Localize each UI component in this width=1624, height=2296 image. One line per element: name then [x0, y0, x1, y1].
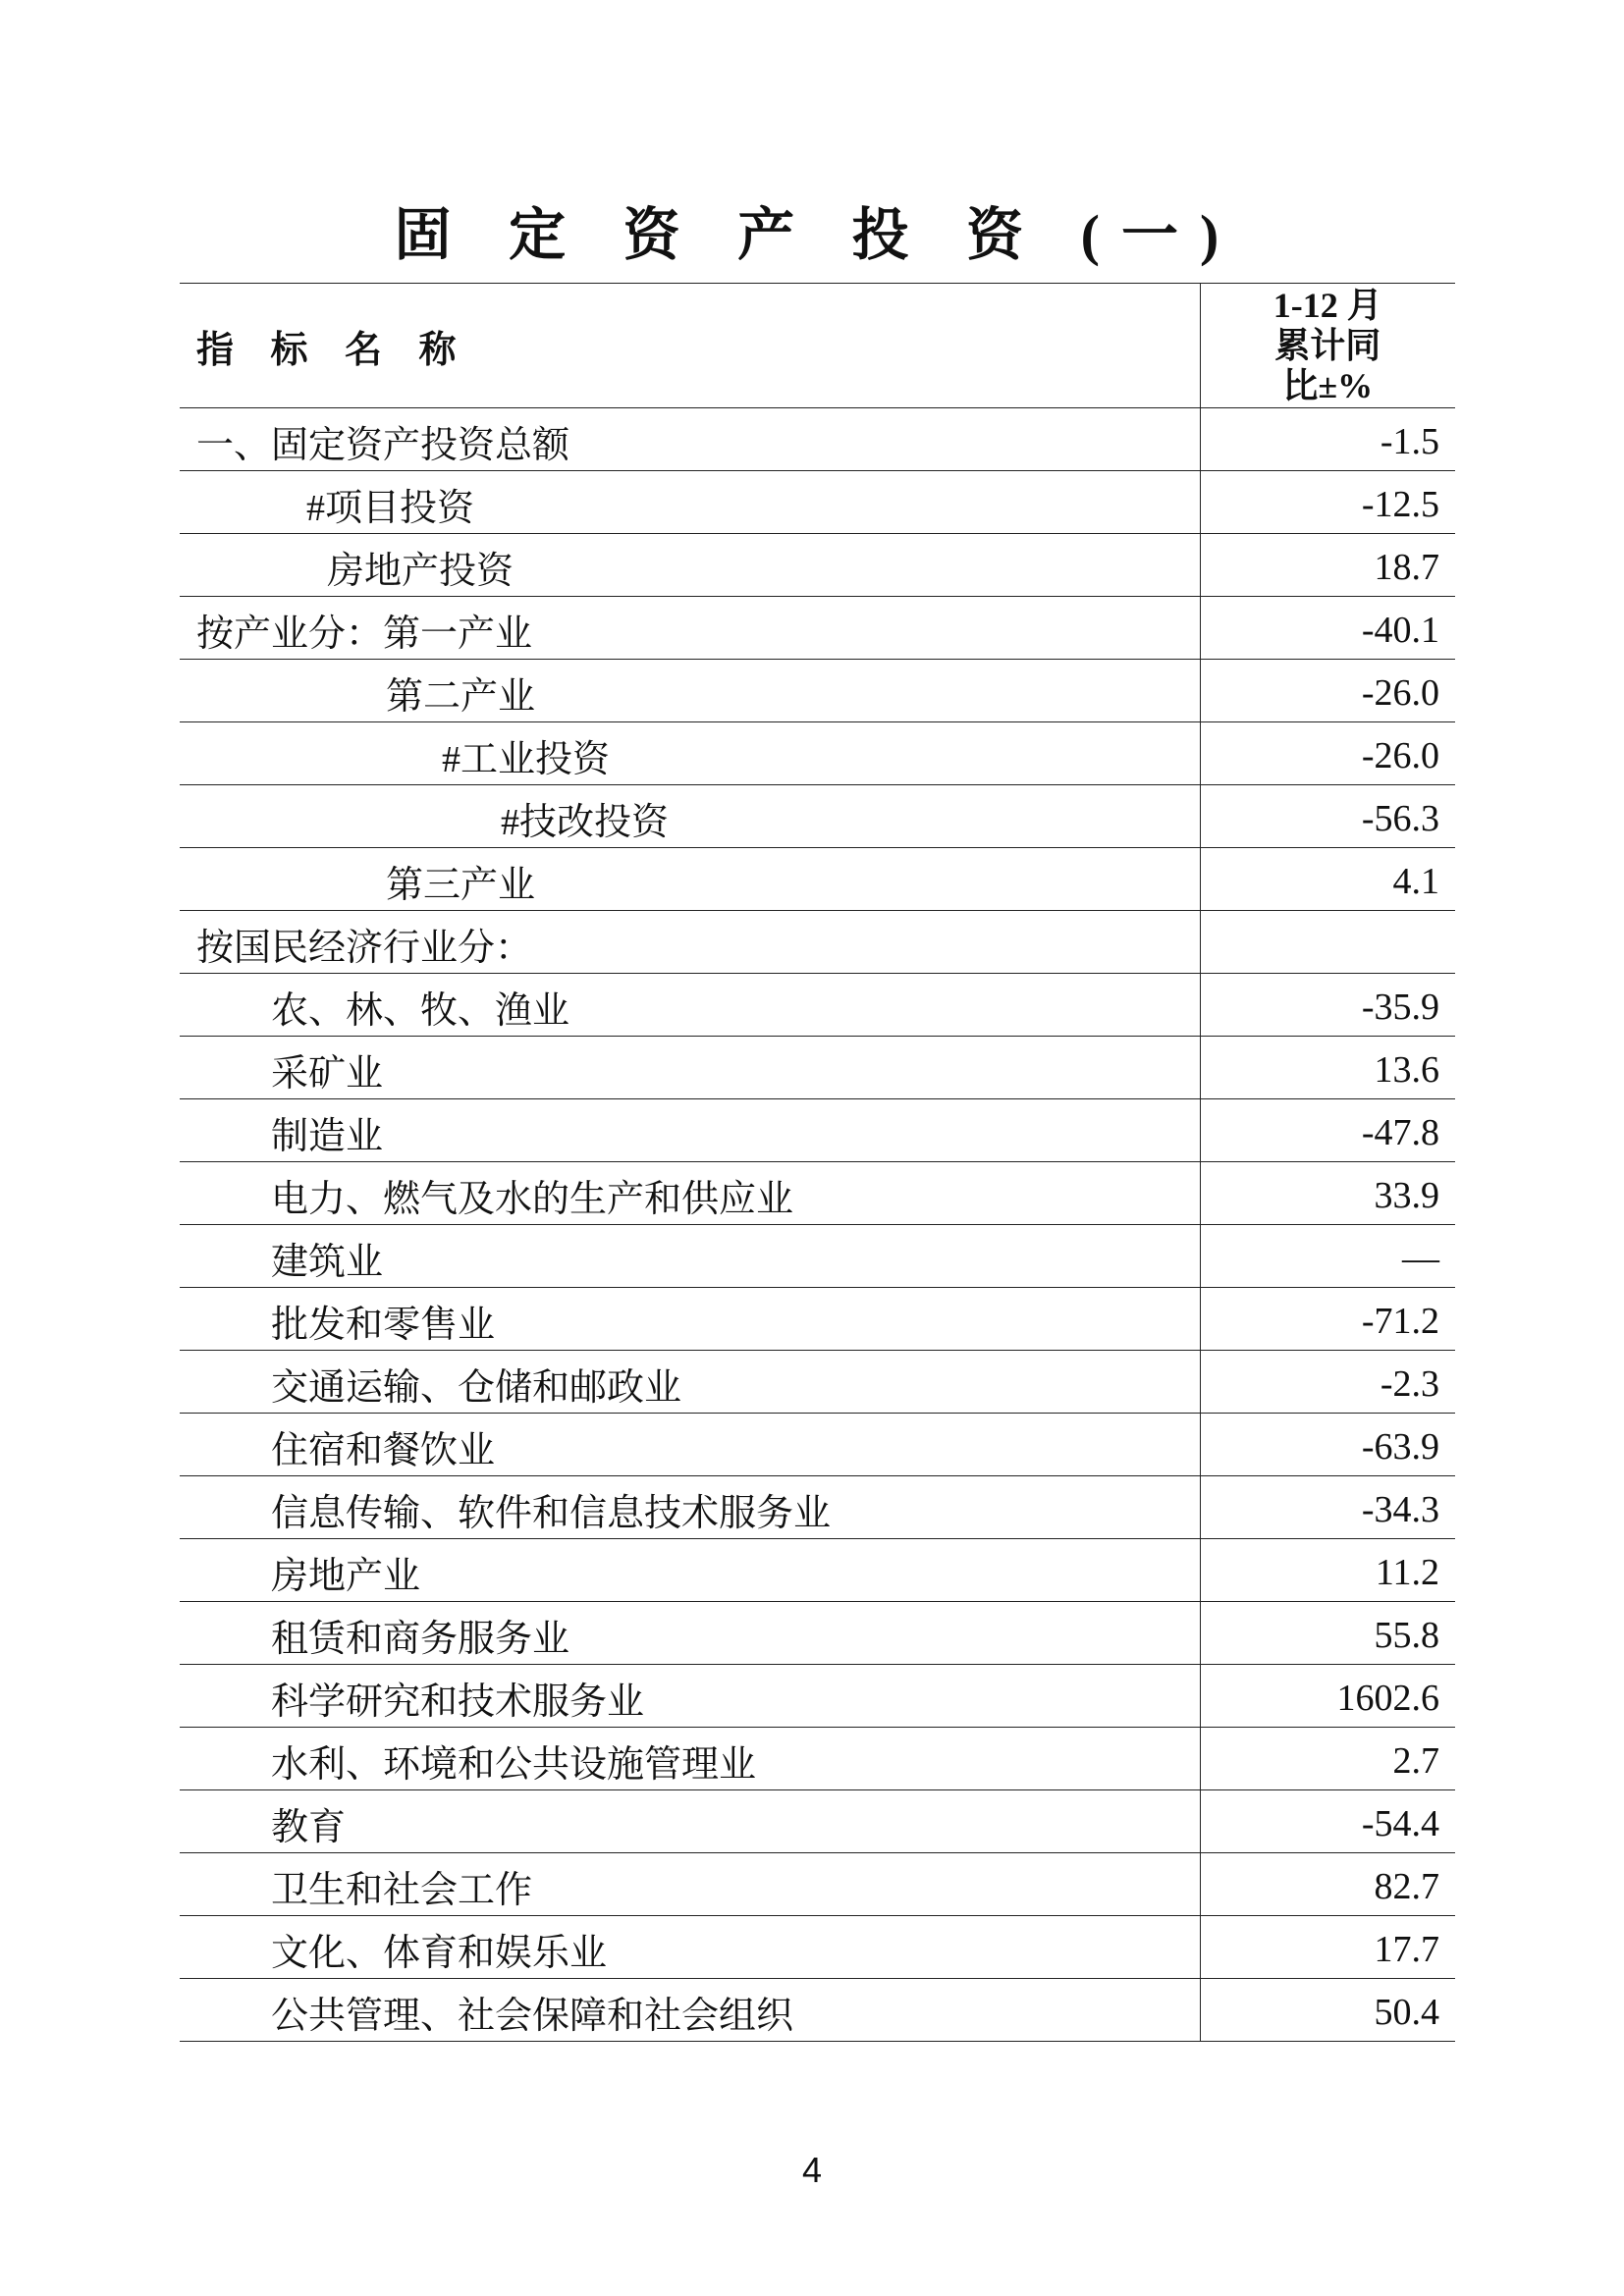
- table-row: [180, 1916, 1455, 1979]
- row-yoy-value: -40.1: [1200, 597, 1455, 660]
- table-row: [180, 1037, 1455, 1099]
- table-row: [180, 471, 1455, 534]
- row-indicator-name: 建筑业: [180, 1225, 1200, 1288]
- table-row: [180, 1476, 1455, 1539]
- row-yoy-value: 50.4: [1200, 1979, 1455, 2042]
- row-indicator-name: 制造业: [180, 1099, 1200, 1162]
- table-row: [180, 1539, 1455, 1602]
- row-yoy-value: 18.7: [1200, 534, 1455, 597]
- row-indicator-name: 信息传输、软件和信息技术服务业: [180, 1476, 1200, 1539]
- row-indicator-name: 交通运输、仓储和邮政业: [180, 1351, 1200, 1414]
- row-indicator-name: 第三产业: [180, 848, 1200, 911]
- row-indicator-name: 水利、环境和公共设施管理业: [180, 1728, 1200, 1790]
- row-yoy-value: —: [1200, 1225, 1455, 1288]
- row-yoy-value: -26.0: [1200, 660, 1455, 722]
- row-yoy-value: 82.7: [1200, 1853, 1455, 1916]
- row-yoy-value: -54.4: [1200, 1790, 1455, 1853]
- row-yoy-value: -56.3: [1200, 785, 1455, 848]
- table-body: [180, 408, 1455, 2042]
- table-row: [180, 534, 1455, 597]
- row-indicator-name: 房地产业: [180, 1539, 1200, 1602]
- table-row: [180, 1728, 1455, 1790]
- yoy-change-header: [1200, 284, 1455, 408]
- page-number: 4: [801, 2150, 823, 2190]
- yoy-header-line-cumulative: 累计同: [1274, 325, 1381, 365]
- row-yoy-value: -35.9: [1200, 974, 1455, 1037]
- row-indicator-name: 农、林、牧、渔业: [180, 974, 1200, 1037]
- row-indicator-name: #工业投资: [180, 722, 1200, 785]
- row-indicator-name: 一、固定资产投资总额: [180, 408, 1200, 471]
- table-row: [180, 1790, 1455, 1853]
- table-row: [180, 1414, 1455, 1476]
- table-row: [180, 660, 1455, 722]
- row-indicator-name: 按国民经济行业分：: [180, 911, 1200, 974]
- table-row: [180, 785, 1455, 848]
- row-indicator-name: 住宿和餐饮业: [180, 1414, 1200, 1476]
- row-yoy-value: 4.1: [1200, 848, 1455, 911]
- row-yoy-value: 33.9: [1200, 1162, 1455, 1225]
- row-yoy-value: 2.7: [1200, 1728, 1455, 1790]
- page-title: 固 定 资 产 投 资 (一): [394, 203, 1241, 267]
- table-row: [180, 1288, 1455, 1351]
- row-indicator-name: 电力、燃气及水的生产和供应业: [180, 1162, 1200, 1225]
- row-indicator-name: #项目投资: [180, 471, 1200, 534]
- yoy-header-line-period: 1-12 月: [1272, 285, 1382, 325]
- row-indicator-name: 采矿业: [180, 1037, 1200, 1099]
- table-row: [180, 1602, 1455, 1665]
- row-yoy-value: 55.8: [1200, 1602, 1455, 1665]
- row-yoy-value: 17.7: [1200, 1916, 1455, 1979]
- table-row: [180, 1979, 1455, 2042]
- investment-table: [180, 283, 1455, 2042]
- table-row: [180, 1099, 1455, 1162]
- row-yoy-value: 11.2: [1200, 1539, 1455, 1602]
- row-indicator-name: 房地产投资: [180, 534, 1200, 597]
- row-yoy-value: -26.0: [1200, 722, 1455, 785]
- row-yoy-value: -34.3: [1200, 1476, 1455, 1539]
- row-yoy-value: 13.6: [1200, 1037, 1455, 1099]
- row-yoy-value: [1200, 911, 1455, 974]
- row-yoy-value: -47.8: [1200, 1099, 1455, 1162]
- row-indicator-name: 科学研究和技术服务业: [180, 1665, 1200, 1728]
- row-indicator-name: 教育: [180, 1790, 1200, 1853]
- table-row: [180, 408, 1455, 471]
- table-row: [180, 1225, 1455, 1288]
- table-row: [180, 1351, 1455, 1414]
- row-yoy-value: -63.9: [1200, 1414, 1455, 1476]
- indicator-name-header: 指 标 名 称: [180, 284, 1200, 408]
- table-row: [180, 1162, 1455, 1225]
- row-yoy-value: 1602.6: [1200, 1665, 1455, 1728]
- table-row: [180, 1665, 1455, 1728]
- table-row: [180, 974, 1455, 1037]
- table-row: [180, 597, 1455, 660]
- row-indicator-name: 第二产业: [180, 660, 1200, 722]
- row-indicator-name: 批发和零售业: [180, 1288, 1200, 1351]
- row-yoy-value: -12.5: [1200, 471, 1455, 534]
- row-indicator-name: #技改投资: [180, 785, 1200, 848]
- yoy-header-line-percent: 比±%: [1282, 365, 1374, 405]
- row-indicator-name: 卫生和社会工作: [180, 1853, 1200, 1916]
- table-row: [180, 1853, 1455, 1916]
- row-yoy-value: -2.3: [1200, 1351, 1455, 1414]
- row-yoy-value: -1.5: [1200, 408, 1455, 471]
- table-row: [180, 911, 1455, 974]
- table-header-row: [180, 284, 1455, 408]
- table-row: [180, 848, 1455, 911]
- row-indicator-name: 按产业分：第一产业: [180, 597, 1200, 660]
- row-indicator-name: 文化、体育和娱乐业: [180, 1916, 1200, 1979]
- row-indicator-name: 租赁和商务服务业: [180, 1602, 1200, 1665]
- row-yoy-value: -71.2: [1200, 1288, 1455, 1351]
- row-indicator-name: 公共管理、社会保障和社会组织: [180, 1979, 1200, 2042]
- table-row: [180, 722, 1455, 785]
